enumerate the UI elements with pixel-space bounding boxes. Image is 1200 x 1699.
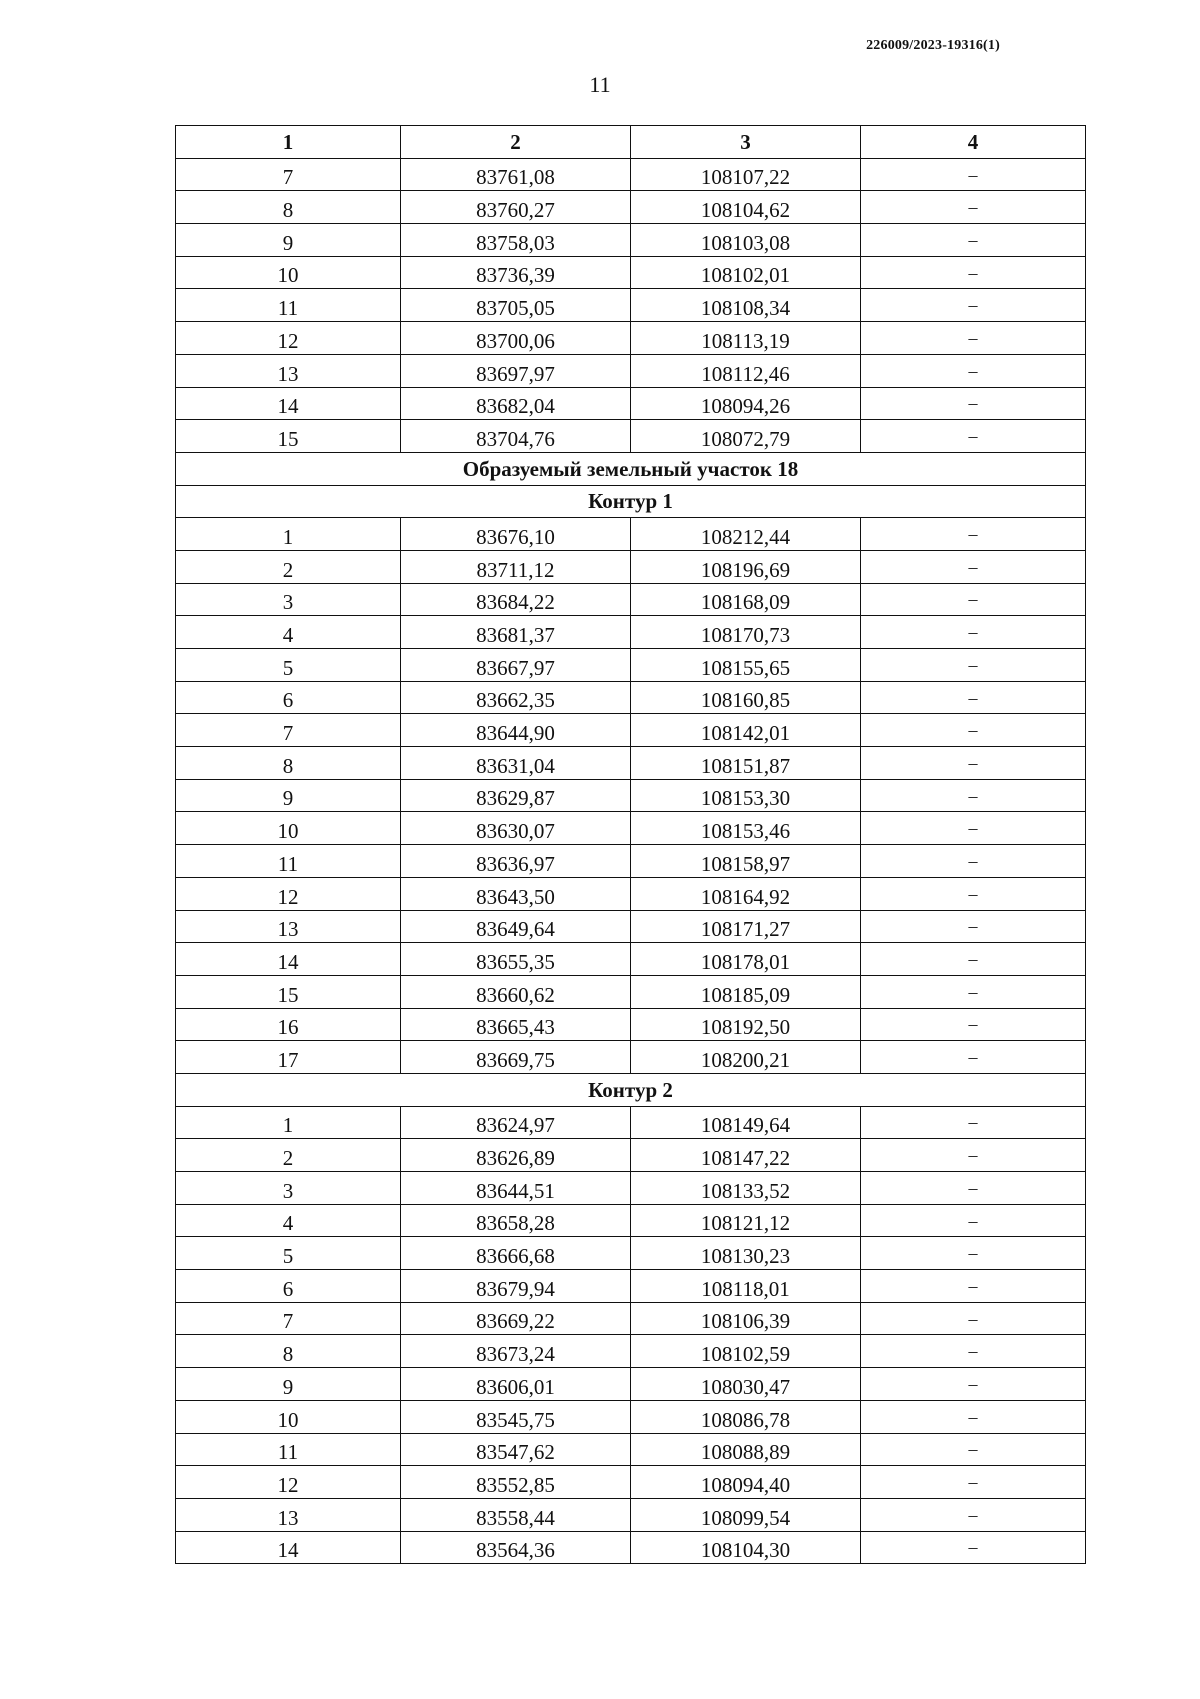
x-coordinate-cell: 83758,03 [401, 224, 631, 257]
table-row [176, 975, 1086, 1008]
y-coordinate-cell: 108158,97 [631, 845, 861, 878]
dash-cell: – [861, 910, 1086, 943]
point-number-cell: 6 [176, 1270, 401, 1303]
x-coordinate-cell: 83682,04 [401, 387, 631, 420]
dash-cell: – [861, 1302, 1086, 1335]
table-row [176, 354, 1086, 387]
table-row [176, 322, 1086, 355]
table-row [176, 616, 1086, 649]
y-coordinate-cell: 108155,65 [631, 649, 861, 682]
point-number-cell: 10 [176, 812, 401, 845]
point-number-cell: 4 [176, 616, 401, 649]
y-coordinate-cell: 108153,46 [631, 812, 861, 845]
table-row [176, 289, 1086, 322]
x-coordinate-cell: 83673,24 [401, 1335, 631, 1368]
x-coordinate-cell: 83667,97 [401, 649, 631, 682]
dash-cell: – [861, 747, 1086, 780]
x-coordinate-cell: 83547,62 [401, 1433, 631, 1466]
point-number-cell: 12 [176, 1466, 401, 1499]
x-coordinate-cell: 83761,08 [401, 158, 631, 191]
table-row [176, 224, 1086, 257]
table-row [176, 518, 1086, 551]
y-coordinate-cell: 108086,78 [631, 1400, 861, 1433]
y-coordinate-cell: 108171,27 [631, 910, 861, 943]
y-coordinate-cell: 108030,47 [631, 1368, 861, 1401]
dash-cell: – [861, 714, 1086, 747]
section-row [176, 1073, 1086, 1106]
y-coordinate-cell: 108106,39 [631, 1302, 861, 1335]
point-number-cell: 1 [176, 1106, 401, 1139]
table-row [176, 681, 1086, 714]
table-row [176, 1531, 1086, 1564]
point-number-cell: 3 [176, 583, 401, 616]
table-row [176, 1106, 1086, 1139]
x-coordinate-cell: 83704,76 [401, 420, 631, 453]
point-number-cell: 15 [176, 420, 401, 453]
x-coordinate-cell: 83630,07 [401, 812, 631, 845]
table-row [176, 420, 1086, 453]
point-number-cell: 7 [176, 1302, 401, 1335]
point-number-cell: 16 [176, 1008, 401, 1041]
dash-cell: – [861, 877, 1086, 910]
dash-cell: – [861, 1368, 1086, 1401]
table-row [176, 1498, 1086, 1531]
table-row [176, 943, 1086, 976]
point-number-cell: 14 [176, 943, 401, 976]
x-coordinate-cell: 83679,94 [401, 1270, 631, 1303]
y-coordinate-cell: 108118,01 [631, 1270, 861, 1303]
section-title: Контур 2 [176, 1073, 1086, 1106]
dash-cell: – [861, 975, 1086, 1008]
point-number-cell: 2 [176, 550, 401, 583]
y-coordinate-cell: 108153,30 [631, 779, 861, 812]
y-coordinate-cell: 108164,92 [631, 877, 861, 910]
table-row [176, 845, 1086, 878]
point-number-cell: 5 [176, 649, 401, 682]
x-coordinate-cell: 83760,27 [401, 191, 631, 224]
table-row [176, 714, 1086, 747]
dash-cell: – [861, 1237, 1086, 1270]
y-coordinate-cell: 108094,40 [631, 1466, 861, 1499]
table-row [176, 1335, 1086, 1368]
dash-cell: – [861, 681, 1086, 714]
x-coordinate-cell: 83624,97 [401, 1106, 631, 1139]
table-row [176, 910, 1086, 943]
point-number-cell: 14 [176, 387, 401, 420]
y-coordinate-cell: 108178,01 [631, 943, 861, 976]
table-row [176, 191, 1086, 224]
point-number-cell: 11 [176, 289, 401, 322]
point-number-cell: 6 [176, 681, 401, 714]
point-number-cell: 3 [176, 1172, 401, 1205]
dash-cell: – [861, 1106, 1086, 1139]
table-body [176, 158, 1086, 1564]
y-coordinate-cell: 108108,34 [631, 289, 861, 322]
y-coordinate-cell: 108142,01 [631, 714, 861, 747]
dash-cell: – [861, 1270, 1086, 1303]
table-row [176, 812, 1086, 845]
table-row [176, 1400, 1086, 1433]
x-coordinate-cell: 83666,68 [401, 1237, 631, 1270]
x-coordinate-cell: 83643,50 [401, 877, 631, 910]
dash-cell: – [861, 1335, 1086, 1368]
table-row [176, 387, 1086, 420]
table-row [176, 1172, 1086, 1205]
point-number-cell: 11 [176, 1433, 401, 1466]
point-number-cell: 8 [176, 1335, 401, 1368]
point-number-cell: 12 [176, 322, 401, 355]
section-row [176, 485, 1086, 518]
point-number-cell: 9 [176, 224, 401, 257]
x-coordinate-cell: 83626,89 [401, 1139, 631, 1172]
dash-cell: – [861, 1433, 1086, 1466]
y-coordinate-cell: 108160,85 [631, 681, 861, 714]
x-coordinate-cell: 83669,75 [401, 1041, 631, 1074]
table-row [176, 1204, 1086, 1237]
x-coordinate-cell: 83711,12 [401, 550, 631, 583]
y-coordinate-cell: 108103,08 [631, 224, 861, 257]
x-coordinate-cell: 83636,97 [401, 845, 631, 878]
x-coordinate-cell: 83669,22 [401, 1302, 631, 1335]
point-number-cell: 12 [176, 877, 401, 910]
y-coordinate-cell: 108088,89 [631, 1433, 861, 1466]
table-row [176, 1139, 1086, 1172]
dash-cell: – [861, 943, 1086, 976]
dash-cell: – [861, 779, 1086, 812]
x-coordinate-cell: 83631,04 [401, 747, 631, 780]
dash-cell: – [861, 387, 1086, 420]
table-row [176, 747, 1086, 780]
x-coordinate-cell: 83655,35 [401, 943, 631, 976]
point-number-cell: 15 [176, 975, 401, 1008]
y-coordinate-cell: 108130,23 [631, 1237, 861, 1270]
y-coordinate-cell: 108099,54 [631, 1498, 861, 1531]
dash-cell: – [861, 256, 1086, 289]
table-row [176, 550, 1086, 583]
table-row [176, 1237, 1086, 1270]
dash-cell: – [861, 1498, 1086, 1531]
dash-cell: – [861, 420, 1086, 453]
dash-cell: – [861, 616, 1086, 649]
y-coordinate-cell: 108147,22 [631, 1139, 861, 1172]
point-number-cell: 8 [176, 747, 401, 780]
dash-cell: – [861, 322, 1086, 355]
y-coordinate-cell: 108168,09 [631, 583, 861, 616]
point-number-cell: 10 [176, 1400, 401, 1433]
y-coordinate-cell: 108102,01 [631, 256, 861, 289]
header-cell-3: 3 [631, 126, 861, 159]
x-coordinate-cell: 83662,35 [401, 681, 631, 714]
y-coordinate-cell: 108170,73 [631, 616, 861, 649]
y-coordinate-cell: 108094,26 [631, 387, 861, 420]
point-number-cell: 13 [176, 1498, 401, 1531]
dash-cell: – [861, 1531, 1086, 1564]
dash-cell: – [861, 518, 1086, 551]
table-row [176, 1008, 1086, 1041]
section-title: Образуемый земельный участок 18 [176, 452, 1086, 485]
y-coordinate-cell: 108121,12 [631, 1204, 861, 1237]
table-header [176, 126, 1086, 159]
y-coordinate-cell: 108192,50 [631, 1008, 861, 1041]
y-coordinate-cell: 108112,46 [631, 354, 861, 387]
dash-cell: – [861, 1008, 1086, 1041]
x-coordinate-cell: 83665,43 [401, 1008, 631, 1041]
x-coordinate-cell: 83644,90 [401, 714, 631, 747]
dash-cell: – [861, 845, 1086, 878]
dash-cell: – [861, 158, 1086, 191]
point-number-cell: 7 [176, 714, 401, 747]
table-row [176, 1368, 1086, 1401]
point-number-cell: 8 [176, 191, 401, 224]
point-number-cell: 4 [176, 1204, 401, 1237]
table-row [176, 877, 1086, 910]
x-coordinate-cell: 83705,05 [401, 289, 631, 322]
table-row [176, 256, 1086, 289]
table-row [176, 1302, 1086, 1335]
x-coordinate-cell: 83558,44 [401, 1498, 631, 1531]
dash-cell: – [861, 812, 1086, 845]
section-title: Контур 1 [176, 485, 1086, 518]
section-row [176, 452, 1086, 485]
x-coordinate-cell: 83676,10 [401, 518, 631, 551]
point-number-cell: 1 [176, 518, 401, 551]
point-number-cell: 9 [176, 1368, 401, 1401]
y-coordinate-cell: 108133,52 [631, 1172, 861, 1205]
x-coordinate-cell: 83629,87 [401, 779, 631, 812]
x-coordinate-cell: 83658,28 [401, 1204, 631, 1237]
point-number-cell: 10 [176, 256, 401, 289]
x-coordinate-cell: 83736,39 [401, 256, 631, 289]
header-cell-4: 4 [861, 126, 1086, 159]
x-coordinate-cell: 83697,97 [401, 354, 631, 387]
table-row [176, 158, 1086, 191]
y-coordinate-cell: 108196,69 [631, 550, 861, 583]
dash-cell: – [861, 550, 1086, 583]
y-coordinate-cell: 108151,87 [631, 747, 861, 780]
header-cell-2: 2 [401, 126, 631, 159]
point-number-cell: 2 [176, 1139, 401, 1172]
y-coordinate-cell: 108107,22 [631, 158, 861, 191]
x-coordinate-cell: 83552,85 [401, 1466, 631, 1499]
header-row [176, 126, 1086, 159]
y-coordinate-cell: 108113,19 [631, 322, 861, 355]
table-row [176, 1041, 1086, 1074]
y-coordinate-cell: 108104,30 [631, 1531, 861, 1564]
dash-cell: – [861, 354, 1086, 387]
point-number-cell: 9 [176, 779, 401, 812]
dash-cell: – [861, 583, 1086, 616]
dash-cell: – [861, 191, 1086, 224]
header-cell-1: 1 [176, 126, 401, 159]
dash-cell: – [861, 1400, 1086, 1433]
dash-cell: – [861, 224, 1086, 257]
table-row [176, 1466, 1086, 1499]
page-number: 11 [589, 72, 611, 97]
y-coordinate-cell: 108212,44 [631, 518, 861, 551]
dash-cell: – [861, 289, 1086, 322]
x-coordinate-cell: 83681,37 [401, 616, 631, 649]
x-coordinate-cell: 83545,75 [401, 1400, 631, 1433]
table-row [176, 583, 1086, 616]
y-coordinate-cell: 108185,09 [631, 975, 861, 1008]
x-coordinate-cell: 83684,22 [401, 583, 631, 616]
dash-cell: – [861, 1172, 1086, 1205]
x-coordinate-cell: 83649,64 [401, 910, 631, 943]
dash-cell: – [861, 1204, 1086, 1237]
x-coordinate-cell: 83660,62 [401, 975, 631, 1008]
point-number-cell: 5 [176, 1237, 401, 1270]
dash-cell: – [861, 1466, 1086, 1499]
x-coordinate-cell: 83564,36 [401, 1531, 631, 1564]
table-row [176, 649, 1086, 682]
coordinates-table [175, 125, 1086, 1564]
table-row [176, 779, 1086, 812]
y-coordinate-cell: 108149,64 [631, 1106, 861, 1139]
y-coordinate-cell: 108102,59 [631, 1335, 861, 1368]
dash-cell: – [861, 1041, 1086, 1074]
x-coordinate-cell: 83606,01 [401, 1368, 631, 1401]
point-number-cell: 13 [176, 910, 401, 943]
y-coordinate-cell: 108104,62 [631, 191, 861, 224]
x-coordinate-cell: 83700,06 [401, 322, 631, 355]
document-number: 226009/2023-19316(1) [866, 38, 1000, 53]
table-row [176, 1433, 1086, 1466]
dash-cell: – [861, 1139, 1086, 1172]
point-number-cell: 7 [176, 158, 401, 191]
y-coordinate-cell: 108200,21 [631, 1041, 861, 1074]
point-number-cell: 11 [176, 845, 401, 878]
point-number-cell: 17 [176, 1041, 401, 1074]
dash-cell: – [861, 649, 1086, 682]
point-number-cell: 14 [176, 1531, 401, 1564]
y-coordinate-cell: 108072,79 [631, 420, 861, 453]
point-number-cell: 13 [176, 354, 401, 387]
table-row [176, 1270, 1086, 1303]
x-coordinate-cell: 83644,51 [401, 1172, 631, 1205]
